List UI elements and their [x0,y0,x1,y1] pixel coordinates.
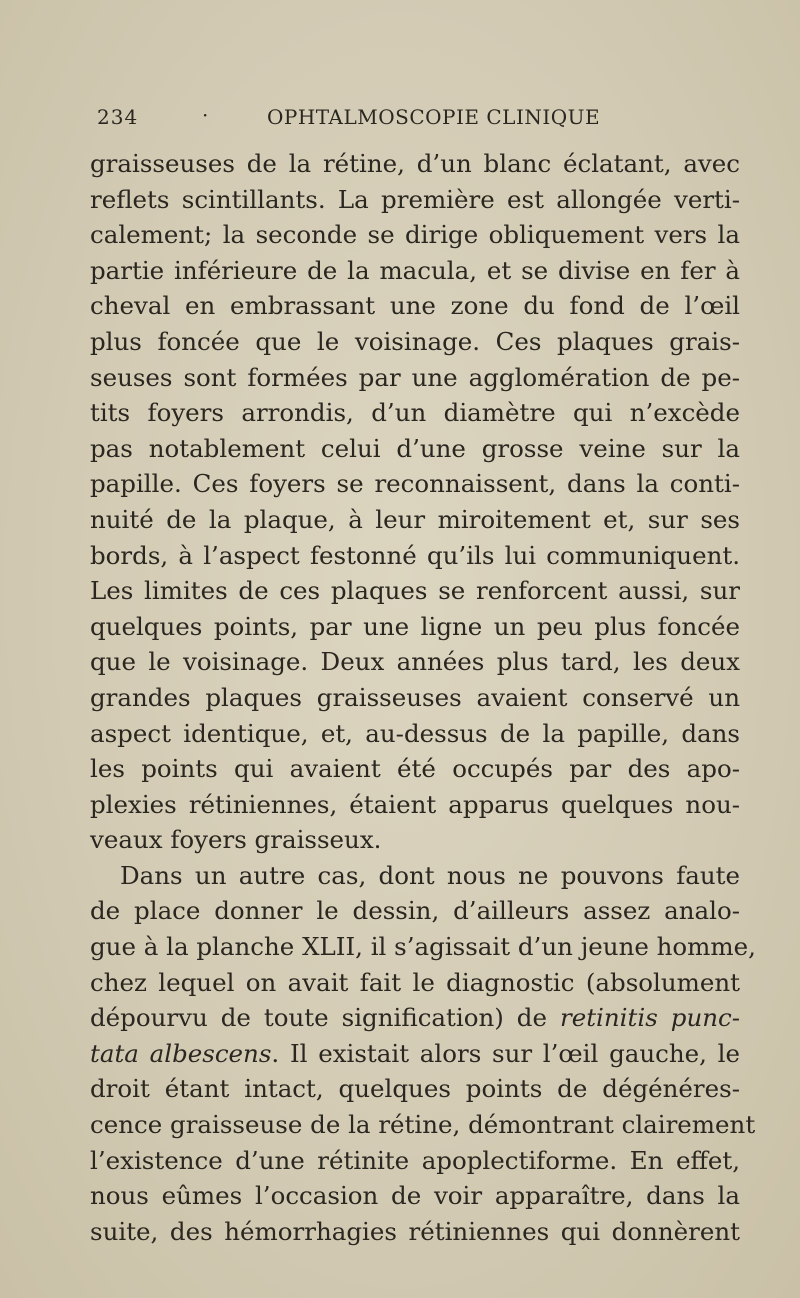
text-line: droit étant intact, quelques points de dégénéres- [90,1074,740,1104]
text-line: nous eûmes l’occasion de voir apparaître, dans la [90,1181,740,1211]
text-line: de place donner le dessin, d’ailleurs assez analo- [90,896,740,926]
paragraph-last-line: veaux foyers graisseux. [90,825,382,855]
text-line: pas notablement celui d’une grosse veine sur la [90,433,740,463]
text-segment: . Il existait alors sur l’œil gauche, le [271,1038,740,1068]
text-line: l’existence d’une rétinite apoplectiforme. En effet, [90,1145,740,1175]
text-line: bords, à l’aspect festonné qu’ils lui communiquent. [90,540,740,570]
text-line: nuité de la plaque, à leur miroitement et, sur ses [90,504,740,534]
text-line: quelques points, par une ligne un peu plus foncée [90,611,740,641]
text-line: suite, des hémorrhagies rétiniennes qui donnèrent [90,1216,740,1246]
text-line: papille. Ces foyers se reconnaissent, dans la conti- [90,469,740,499]
text-line: calement; la seconde se dirige obliquement vers la [90,220,740,250]
header-separator: · [202,103,210,127]
page-number: 234 [97,105,139,129]
body-text [90,146,756,1249]
text-line: graisseuses de la rétine, d’un blanc éclatant, avec [90,149,740,178]
text-line: cheval en embrassant une zone du fond de l’œil [90,291,740,321]
text-line: gue à la planche XLII, il s’agissait d’un jeune homme, [90,932,756,962]
text-line: les points qui avaient été occupés par des apo- [90,754,740,784]
text-line: cence graisseuse de la rétine, démontrant clairement [90,1110,756,1140]
italic-term: retinitis punc- [560,1003,741,1033]
text-line: aspect identique, et, au-dessus de la papille, dans [90,718,740,748]
text-segment: dépourvu de toute signification) de [90,1003,547,1033]
running-header [97,105,737,135]
text-line-with-italic [90,1000,740,1036]
text-line: Les limites de ces plaques se renforcent aussi, sur [90,576,740,606]
italic-term: tata albescens [90,1038,272,1068]
running-title: OPHTALMOSCOPIE CLINIQUE [267,105,601,129]
paragraph-first-line: Dans un autre cas, dont nous ne pouvons faute [120,860,740,890]
text-line: seuses sont formées par une agglomération de pe- [90,362,740,392]
text-line: tits foyers arrondis, d’un diamètre qui n’excède [90,398,740,428]
text-line: grandes plaques graisseuses avaient conservé un [90,682,740,712]
text-line: reflets scintillants. La première est allongée verti- [90,184,740,214]
text-line-with-italic [90,1036,740,1072]
text-line: chez lequel on avait fait le diagnostic (absolument [90,967,740,997]
text-line: que le voisinage. Deux années plus tard, les deux [90,647,740,677]
text-line: partie inférieure de la macula, et se divise en fer à [90,255,740,285]
text-line: plus foncée que le voisinage. Ces plaques grais- [90,326,740,356]
text-line: plexies rétiniennes, étaient apparus quelques nou- [90,789,740,819]
